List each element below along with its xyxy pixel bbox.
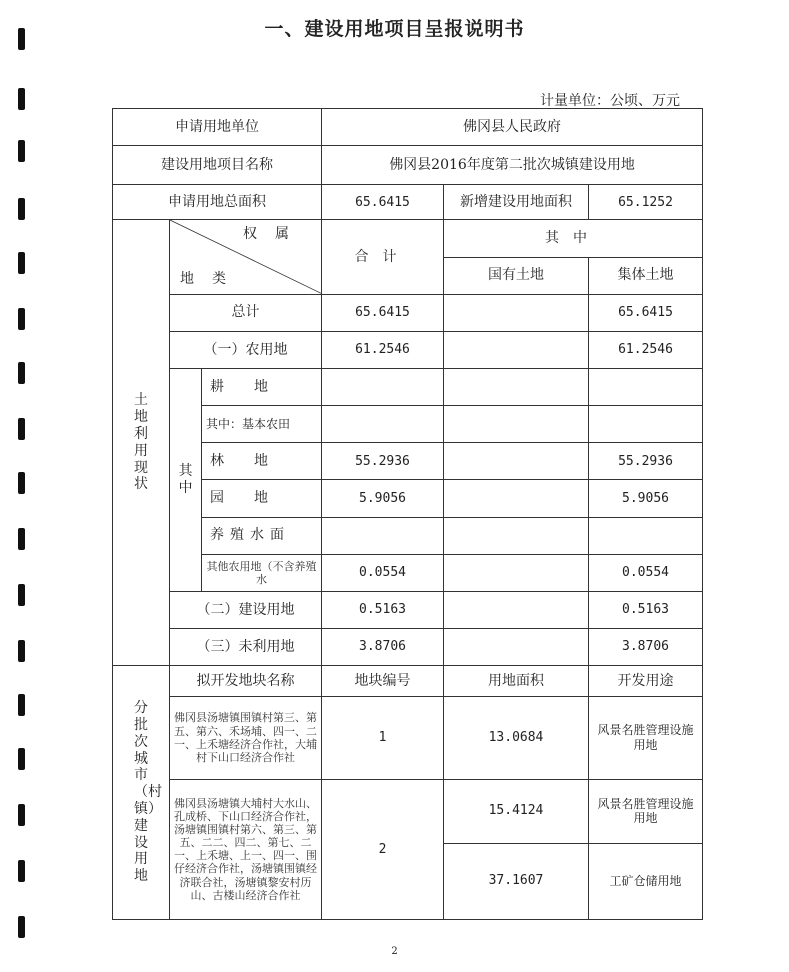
unused-total: 3.8706 bbox=[322, 628, 444, 665]
aquaculture-label: 养殖水面 bbox=[202, 517, 322, 554]
parcel-2-area: 15.4124 bbox=[444, 779, 589, 843]
collective-land-header: 集体土地 bbox=[589, 257, 703, 294]
land-use-form-table bbox=[112, 108, 703, 920]
basic-farmland-collective bbox=[589, 406, 703, 443]
parcel-1-name: 佛冈县汤塘镇围镇村第三、第五、第六、禾场埔、四一、二一、上禾塘经济合作社，大埔村下山口经济合作社 bbox=[170, 697, 322, 780]
area-header: 用地面积 bbox=[444, 666, 589, 697]
grand-total-value: 65.6415 bbox=[322, 294, 444, 331]
binding-mark bbox=[18, 198, 25, 220]
binding-mark bbox=[18, 140, 25, 162]
new-area-value: 65.1252 bbox=[589, 185, 703, 220]
binding-mark bbox=[18, 860, 25, 882]
aquaculture-collective bbox=[589, 517, 703, 554]
table-row bbox=[113, 294, 703, 331]
document-title: 一、建设用地项目呈报说明书 bbox=[264, 18, 525, 40]
construction-state bbox=[444, 591, 589, 628]
table-row bbox=[113, 554, 703, 591]
garden-collective: 5.9056 bbox=[589, 480, 703, 517]
agri-collective: 61.2546 bbox=[589, 331, 703, 368]
table-row bbox=[113, 109, 703, 146]
cultivated-total bbox=[322, 368, 444, 405]
page-number: 2 bbox=[391, 946, 398, 957]
new-area-label: 新增建设用地面积 bbox=[444, 185, 589, 220]
garden-total: 5.9056 bbox=[322, 480, 444, 517]
table-row bbox=[113, 146, 703, 185]
ownership-landtype-header bbox=[170, 220, 322, 294]
construction-collective: 0.5163 bbox=[589, 591, 703, 628]
total-header: 合计 bbox=[322, 220, 444, 294]
of-which-sub-label bbox=[170, 368, 202, 591]
aquaculture-total bbox=[322, 517, 444, 554]
basic-farmland-label: 其中：基本农田 bbox=[202, 406, 322, 443]
table-row bbox=[113, 443, 703, 480]
binding-mark bbox=[18, 640, 25, 662]
agri-total: 61.2546 bbox=[322, 331, 444, 368]
binding-holes bbox=[18, 0, 28, 972]
total-area-value: 65.6415 bbox=[322, 185, 444, 220]
table-row bbox=[113, 591, 703, 628]
binding-mark bbox=[18, 308, 25, 330]
forest-total: 55.2936 bbox=[322, 443, 444, 480]
table-row bbox=[113, 666, 703, 697]
parcel-1-no: 1 bbox=[322, 697, 444, 780]
basic-farmland-state bbox=[444, 406, 589, 443]
grand-total-state bbox=[444, 294, 589, 331]
binding-mark bbox=[18, 418, 25, 440]
construction-label: （二）建设用地 bbox=[170, 591, 322, 628]
measurement-unit: 计量单位：公顷、万元 bbox=[540, 93, 680, 109]
garden-label: 园地 bbox=[202, 480, 322, 517]
binding-mark bbox=[18, 528, 25, 550]
use-header: 开发用途 bbox=[589, 666, 703, 697]
agri-label: （一）农用地 bbox=[170, 331, 322, 368]
forest-collective: 55.2936 bbox=[589, 443, 703, 480]
other-agri-label: 其他农用地（不含养殖水 bbox=[202, 554, 322, 591]
unused-state bbox=[444, 628, 589, 665]
agri-state bbox=[444, 331, 589, 368]
table-row bbox=[113, 697, 703, 780]
table-row bbox=[113, 517, 703, 554]
table-row bbox=[113, 368, 703, 405]
binding-mark bbox=[18, 748, 25, 770]
table-row bbox=[113, 779, 703, 843]
landuse-section-label bbox=[113, 220, 170, 666]
garden-state bbox=[444, 480, 589, 517]
grand-total-label: 总计 bbox=[170, 294, 322, 331]
other-agri-total: 0.0554 bbox=[322, 554, 444, 591]
binding-mark bbox=[18, 362, 25, 384]
project-name-label: 建设用地项目名称 bbox=[113, 146, 322, 185]
parcel-no-header: 地块编号 bbox=[322, 666, 444, 697]
batch-label-text: 分批次城市（村镇）建设用地 bbox=[134, 700, 162, 885]
landtype-header: 地类 bbox=[180, 270, 244, 287]
parcel-2-use: 风景名胜管理设施用地 bbox=[589, 779, 703, 843]
table-row bbox=[113, 185, 703, 220]
parcel-2-no: 2 bbox=[322, 779, 444, 919]
parcel-2-name: 佛冈县汤塘镇大埔村大水山、孔成桥、下山口经济合作社，汤塘镇围镇村第六、第三、第五、二二、四二、第七、二一、上禾塘、上一、四一、围仔经济合作社，汤塘镇围镇经济联合社，汤塘镇黎安村历山、古楼山经济合作社 bbox=[170, 779, 322, 919]
applicant-label: 申请用地单位 bbox=[113, 109, 322, 146]
table-row bbox=[113, 331, 703, 368]
binding-mark bbox=[18, 88, 25, 110]
applicant-value: 佛冈县人民政府 bbox=[322, 109, 703, 146]
binding-mark bbox=[18, 916, 25, 938]
cultivated-collective bbox=[589, 368, 703, 405]
cultivated-state bbox=[444, 368, 589, 405]
parcel-name-header: 拟开发地块名称 bbox=[170, 666, 322, 697]
construction-total: 0.5163 bbox=[322, 591, 444, 628]
parcel-2-area-2: 37.1607 bbox=[444, 843, 589, 919]
other-agri-collective: 0.0554 bbox=[589, 554, 703, 591]
project-name-value: 佛冈县2016年度第二批次城镇建设用地 bbox=[322, 146, 703, 185]
binding-mark bbox=[18, 804, 25, 826]
parcel-2-use-2: 工矿仓储用地 bbox=[589, 843, 703, 919]
table-row bbox=[113, 628, 703, 665]
total-area-label: 申请用地总面积 bbox=[113, 185, 322, 220]
landuse-label-text: 土地利用现状 bbox=[134, 392, 148, 493]
parcel-1-use: 风景名胜管理设施用地 bbox=[589, 697, 703, 780]
table-row bbox=[113, 406, 703, 443]
of-which-sub-text: 其中 bbox=[178, 463, 193, 496]
batch-section-label bbox=[113, 666, 170, 920]
parcel-1-area: 13.0684 bbox=[444, 697, 589, 780]
binding-mark bbox=[18, 694, 25, 716]
forest-state bbox=[444, 443, 589, 480]
cultivated-label: 耕地 bbox=[202, 368, 322, 405]
binding-mark bbox=[18, 252, 25, 274]
unused-collective: 3.8706 bbox=[589, 628, 703, 665]
table-row bbox=[113, 480, 703, 517]
state-land-header: 国有土地 bbox=[444, 257, 589, 294]
other-agri-state bbox=[444, 554, 589, 591]
of-which-header: 其中 bbox=[444, 220, 703, 257]
table-row bbox=[113, 220, 703, 257]
forest-label: 林地 bbox=[202, 443, 322, 480]
unused-label: （三）未利用地 bbox=[170, 628, 322, 665]
binding-mark bbox=[18, 584, 25, 606]
binding-mark bbox=[18, 472, 25, 494]
aquaculture-state bbox=[444, 517, 589, 554]
grand-total-collective: 65.6415 bbox=[589, 294, 703, 331]
basic-farmland-total bbox=[322, 406, 444, 443]
ownership-header: 权属 bbox=[243, 226, 307, 243]
